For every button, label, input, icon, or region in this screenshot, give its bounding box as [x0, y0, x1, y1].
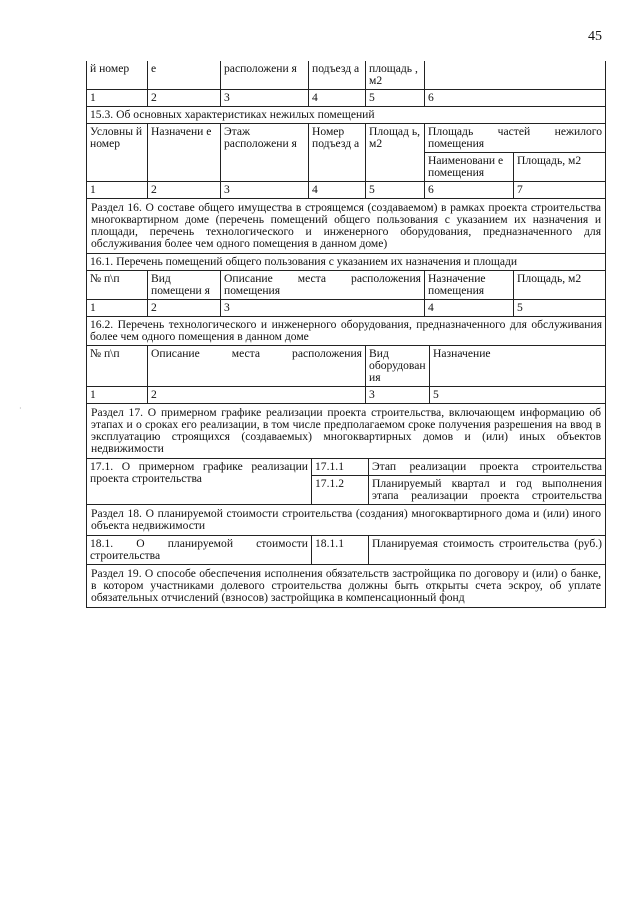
numbers-row-16-2: [87, 387, 606, 404]
header-equipment-type: Вид оборудования: [366, 346, 430, 387]
header-parts-area: Площадь частей нежилого помещения: [425, 124, 606, 153]
header-number: № п\п: [87, 271, 148, 300]
continued-numbers-row: [87, 90, 606, 107]
header-floor: Этаж расположени я: [221, 124, 309, 182]
header-area: Площадь, м2: [514, 271, 606, 300]
col-num: 1: [87, 300, 148, 317]
col-num: 5: [430, 387, 606, 404]
declaration-form-table: [86, 61, 606, 608]
col-num: 5: [366, 182, 425, 199]
cell-extra: [425, 61, 606, 90]
field-code-18-1-1: 18.1.1: [312, 536, 369, 565]
col-num: 1: [87, 387, 148, 404]
header-purpose: Назначени е: [148, 124, 221, 182]
header-location-description: Описание места расположения помещения: [221, 271, 425, 300]
field-code-17-1-2: 17.1.2: [312, 476, 369, 505]
col-num: 5: [366, 90, 425, 107]
section-17-title: Раздел 17. О примерном графике реализации проекта строительства, включающем информацию об этапах и о сроках его реализации, в том числе предполагаемом сроке получения разрешения на ввод в эксплуатацию строящихся (создаваемых) многоквартирных домов и (или) иных объектов недвижимости: [87, 404, 606, 459]
field-label-stage: Этап реализации проекта строительства: [369, 459, 606, 476]
col-num: 7: [514, 182, 606, 199]
cell-entrance: подъезд а: [309, 61, 366, 90]
col-num: 5: [514, 300, 606, 317]
header-equipment-purpose: Назначение: [430, 346, 606, 387]
col-num: 1: [87, 182, 148, 199]
section-16-title: Раздел 16. О составе общего имущества в строящемся (создаваемом) в рамках проекта строительства многоквартирном доме (перечень помещений общего пользования с указанием их назначения и площади, перечень технологического и инженерного оборудования, предназначенного для обслуживания более чем одного помещения в данном доме): [87, 199, 606, 254]
col-num: 3: [221, 182, 309, 199]
col-num: 3: [221, 300, 425, 317]
header-entrance: Номер подъезд а: [309, 124, 366, 182]
col-num: 3: [221, 90, 309, 107]
col-num: 2: [148, 182, 221, 199]
cell-conditional-number: й номер: [87, 61, 148, 90]
subsection-17-1-title: 17.1. О примерном графике реализации проекта строительства: [87, 459, 312, 505]
cell-purpose: е: [148, 61, 221, 90]
col-num: 1: [87, 90, 148, 107]
header-area: Площад ь, м2: [366, 124, 425, 182]
numbers-row-16-1: [87, 300, 606, 317]
header-conditional-number: Условны й номер: [87, 124, 148, 182]
header-location-description: Описание места расположения: [148, 346, 366, 387]
numbers-row-15-3: [87, 182, 606, 199]
col-num: 4: [309, 90, 366, 107]
col-num: 6: [425, 182, 514, 199]
col-num: 6: [425, 90, 606, 107]
col-num: 2: [148, 90, 221, 107]
col-num: 2: [148, 300, 221, 317]
header-number: № п\п: [87, 346, 148, 387]
continued-header-row: [87, 61, 606, 90]
cell-area: площадь , м2: [366, 61, 425, 90]
col-num: 2: [148, 387, 366, 404]
subsection-18-1-title: 18.1. О планируемой стоимости строительства: [87, 536, 312, 565]
section-18-title: Раздел 18. О планируемой стоимости строительства (создания) многоквартирного дома и (или) иного объекта недвижимости: [87, 505, 606, 536]
header-room-type: Вид помещени я: [148, 271, 221, 300]
page-number: 45: [588, 29, 602, 44]
col-num: 4: [309, 182, 366, 199]
subsection-15-3-title: 15.3. Об основных характеристиках нежилых помещений: [87, 107, 606, 124]
field-code-17-1-1: 17.1.1: [312, 459, 369, 476]
header-part-name: Наименовани е помещения: [425, 153, 514, 182]
header-room-purpose: Назначение помещения: [425, 271, 514, 300]
subsection-16-2-title: 16.2. Перечень технологического и инженерного оборудования, предназначенного для обслуживания более чем одного помещения в данном доме: [87, 317, 606, 346]
margin-mark: ·: [19, 404, 22, 413]
subsection-16-1-title: 16.1. Перечень помещений общего пользования с указанием их назначения и площади: [87, 254, 606, 271]
field-label-planned-quarter: Планируемый квартал и год выполнения этапа реализации проекта строительства: [369, 476, 606, 505]
col-num: 3: [366, 387, 430, 404]
header-part-area: Площадь, м2: [514, 153, 606, 182]
field-label-planned-cost: Планируемая стоимость строительства (руб.): [369, 536, 606, 565]
col-num: 4: [425, 300, 514, 317]
cell-floor: расположени я: [221, 61, 309, 90]
section-19-title: Раздел 19. О способе обеспечения исполнения обязательств застройщика по договору и (или) о банке, в котором участниками долевого строительства должны быть открыты счета эскроу, об уплате обязательных отчислений (взносов) застройщика в компенсационный фонд: [87, 565, 606, 608]
